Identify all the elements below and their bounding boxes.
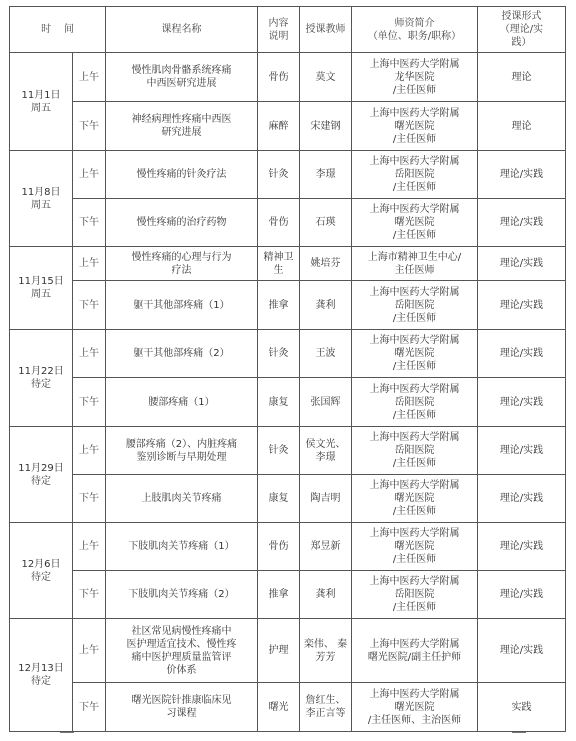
session-cell: 上午 — [73, 523, 106, 571]
format-cell: 理论/实践 — [478, 330, 566, 378]
footer-rule-right — [512, 732, 526, 733]
date-line: 周五 — [31, 199, 51, 211]
teacher-cell: 侯文光、 李璟 — [300, 427, 352, 475]
session-cell: 下午 — [73, 475, 106, 523]
format-cell: 实践 — [478, 683, 566, 732]
session-cell: 下午 — [73, 378, 106, 427]
format-cell: 理论/实践 — [478, 619, 566, 683]
course-name-cell: 躯干其他部疼痛（2） — [106, 330, 258, 378]
session-cell: 上午 — [73, 53, 106, 102]
session-cell: 上午 — [73, 247, 106, 281]
content-cell: 曙光 — [258, 683, 300, 732]
table-row — [10, 378, 566, 427]
date-line: 12月6日 — [21, 558, 61, 570]
date-line: 11月22日 — [18, 366, 64, 377]
course-name-cell: 慢性疼痛的针灸疗法 — [106, 151, 258, 199]
session-cell: 下午 — [73, 102, 106, 151]
format-cell: 理论/实践 — [478, 378, 566, 427]
date-line: 11月1日 — [21, 89, 61, 101]
content-cell: 康复 — [258, 378, 300, 427]
table-row — [10, 427, 566, 475]
date-cell — [10, 247, 73, 330]
header-intro: 师资简介 （单位、职务/职称） — [352, 7, 478, 53]
date-cell — [10, 330, 73, 427]
teacher-intro-cell: 上海中医药大学附属 曙光医院 /主任医师 — [352, 102, 478, 151]
course-name-cell: 腰部疼痛（2）、内脏疼痛 鉴别诊断与早期处理 — [106, 427, 258, 475]
format-cell: 理论/实践 — [478, 281, 566, 330]
format-cell: 理论/实践 — [478, 475, 566, 523]
date-line: 待定 — [31, 571, 51, 583]
session-cell: 下午 — [73, 281, 106, 330]
teacher-cell: 龚利 — [300, 571, 352, 619]
content-cell: 针灸 — [258, 151, 300, 199]
course-name-cell: 下肢肌肉关节疼痛（2） — [106, 571, 258, 619]
teacher-intro-cell: 上海中医药大学附属 曙光医院 /主任医师 — [352, 523, 478, 571]
session-cell: 上午 — [73, 619, 106, 683]
format-cell: 理论/实践 — [478, 427, 566, 475]
format-cell: 理论/实践 — [478, 199, 566, 247]
date-cell — [10, 151, 73, 247]
date-line: 11月15日 — [18, 276, 64, 287]
date-line: 11月8日 — [21, 186, 61, 198]
table-row — [10, 102, 566, 151]
teacher-intro-cell: 上海中医药大学附属 岳阳医院 /主任医师 — [352, 151, 478, 199]
teacher-cell: 詹红生、 李正言等 — [300, 683, 352, 732]
teacher-cell: 莫文 — [300, 53, 352, 102]
teacher-intro-cell: 上海中医药大学附属 岳阳医院 /主任医师 — [352, 281, 478, 330]
content-cell: 康复 — [258, 475, 300, 523]
date-cell — [10, 53, 73, 151]
teacher-cell: 李璟 — [300, 151, 352, 199]
format-cell: 理论/实践 — [478, 247, 566, 281]
header-time: 时 间 — [10, 7, 106, 53]
date-line: 周五 — [31, 289, 51, 300]
format-cell: 理论 — [478, 102, 566, 151]
course-name-cell: 社区常见病慢性疼痛中 医护理适宜技术、慢性疼 痛中医护理质量监管评 价体系 — [106, 619, 258, 683]
course-name-cell: 躯干其他部疼痛（1） — [106, 281, 258, 330]
content-cell: 骨伤 — [258, 199, 300, 247]
teacher-intro-cell: 上海中医药大学附属 岳阳医院 /主任医师 — [352, 378, 478, 427]
table-row — [10, 619, 566, 683]
table-row — [10, 199, 566, 247]
content-cell: 骨伤 — [258, 53, 300, 102]
table-row — [10, 247, 566, 281]
table-row — [10, 683, 566, 732]
session-cell: 上午 — [73, 151, 106, 199]
course-name-cell: 慢性疼痛的治疗药物 — [106, 199, 258, 247]
table-row — [10, 475, 566, 523]
session-cell: 上午 — [73, 330, 106, 378]
content-cell: 针灸 — [258, 330, 300, 378]
date-line: 待定 — [31, 379, 51, 390]
date-cell — [10, 619, 73, 732]
format-cell: 理论/实践 — [478, 151, 566, 199]
teacher-cell: 宋建钢 — [300, 102, 352, 151]
teacher-cell: 陶吉明 — [300, 475, 352, 523]
date-line: 11月29日 — [18, 462, 64, 474]
course-name-cell: 下肢肌肉关节疼痛（1） — [106, 523, 258, 571]
course-schedule-table — [9, 6, 566, 732]
date-line: 待定 — [31, 475, 51, 487]
date-line: 12月13日 — [18, 663, 64, 674]
table-row — [10, 523, 566, 571]
teacher-intro-cell: 上海中医药大学附属 岳阳医院 /主任医师 — [352, 571, 478, 619]
course-name-cell: 曙光医院针推康临床见 习课程 — [106, 683, 258, 732]
table-row — [10, 151, 566, 199]
course-name-cell: 上肢肌肉关节疼痛 — [106, 475, 258, 523]
date-line: 周五 — [31, 102, 51, 114]
format-cell: 理论/实践 — [478, 523, 566, 571]
session-cell: 下午 — [73, 199, 106, 247]
footer-rule-left — [60, 732, 74, 733]
content-cell: 推拿 — [258, 571, 300, 619]
content-cell: 针灸 — [258, 427, 300, 475]
session-cell: 下午 — [73, 571, 106, 619]
teacher-intro-cell: 上海中医药大学附属 曙光医院 /主任医师 — [352, 330, 478, 378]
teacher-cell: 张国辉 — [300, 378, 352, 427]
course-name-cell: 慢性疼痛的心理与行为 疗法 — [106, 247, 258, 281]
teacher-intro-cell: 上海中医药大学附属 岳阳医院 /主任医师 — [352, 427, 478, 475]
table-row — [10, 330, 566, 378]
session-cell: 上午 — [73, 427, 106, 475]
teacher-intro-cell: 上海中医药大学附属 曙光医院 /主任医师 — [352, 199, 478, 247]
teacher-intro-cell: 上海中医药大学附属 曙光医院/副主任护师 — [352, 619, 478, 683]
content-cell: 麻醉 — [258, 102, 300, 151]
content-cell: 护理 — [258, 619, 300, 683]
header-format: 授课形式 （理论/实 践） — [478, 7, 566, 53]
teacher-cell: 龚利 — [300, 281, 352, 330]
header-teacher: 授课教师 — [300, 7, 352, 53]
table-row — [10, 53, 566, 102]
teacher-cell: 栾伟、 秦 芳芳 — [300, 619, 352, 683]
date-cell — [10, 427, 73, 523]
course-name-cell: 神经病理性疼痛中西医 研究进展 — [106, 102, 258, 151]
course-name-cell: 腰部疼痛（1） — [106, 378, 258, 427]
format-cell: 理论/实践 — [478, 571, 566, 619]
session-cell: 下午 — [73, 683, 106, 732]
header-content: 内容 说明 — [258, 7, 300, 53]
content-cell: 精神卫 生 — [258, 247, 300, 281]
table-row — [10, 281, 566, 330]
teacher-intro-cell: 上海市精神卫生中心/ 主任医师 — [352, 247, 478, 281]
date-cell — [10, 523, 73, 619]
teacher-intro-cell: 上海中医药大学附属 龙华医院 /主任医师 — [352, 53, 478, 102]
teacher-cell: 石瑛 — [300, 199, 352, 247]
course-name-cell: 慢性肌肉骨骼系统疼痛 中西医研究进展 — [106, 53, 258, 102]
teacher-cell: 王波 — [300, 330, 352, 378]
teacher-intro-cell: 上海中医药大学附属 曙光医院 /主任医师、主治医师 — [352, 683, 478, 732]
date-line: 待定 — [31, 676, 51, 687]
content-cell: 推拿 — [258, 281, 300, 330]
table-row — [10, 571, 566, 619]
teacher-cell: 郑昱新 — [300, 523, 352, 571]
teacher-cell: 姚培芬 — [300, 247, 352, 281]
content-cell: 骨伤 — [258, 523, 300, 571]
format-cell: 理论 — [478, 53, 566, 102]
teacher-intro-cell: 上海中医药大学附属 曙光医院 /主任医师 — [352, 475, 478, 523]
header-row — [10, 7, 566, 53]
header-course: 课程名称 — [106, 7, 258, 53]
